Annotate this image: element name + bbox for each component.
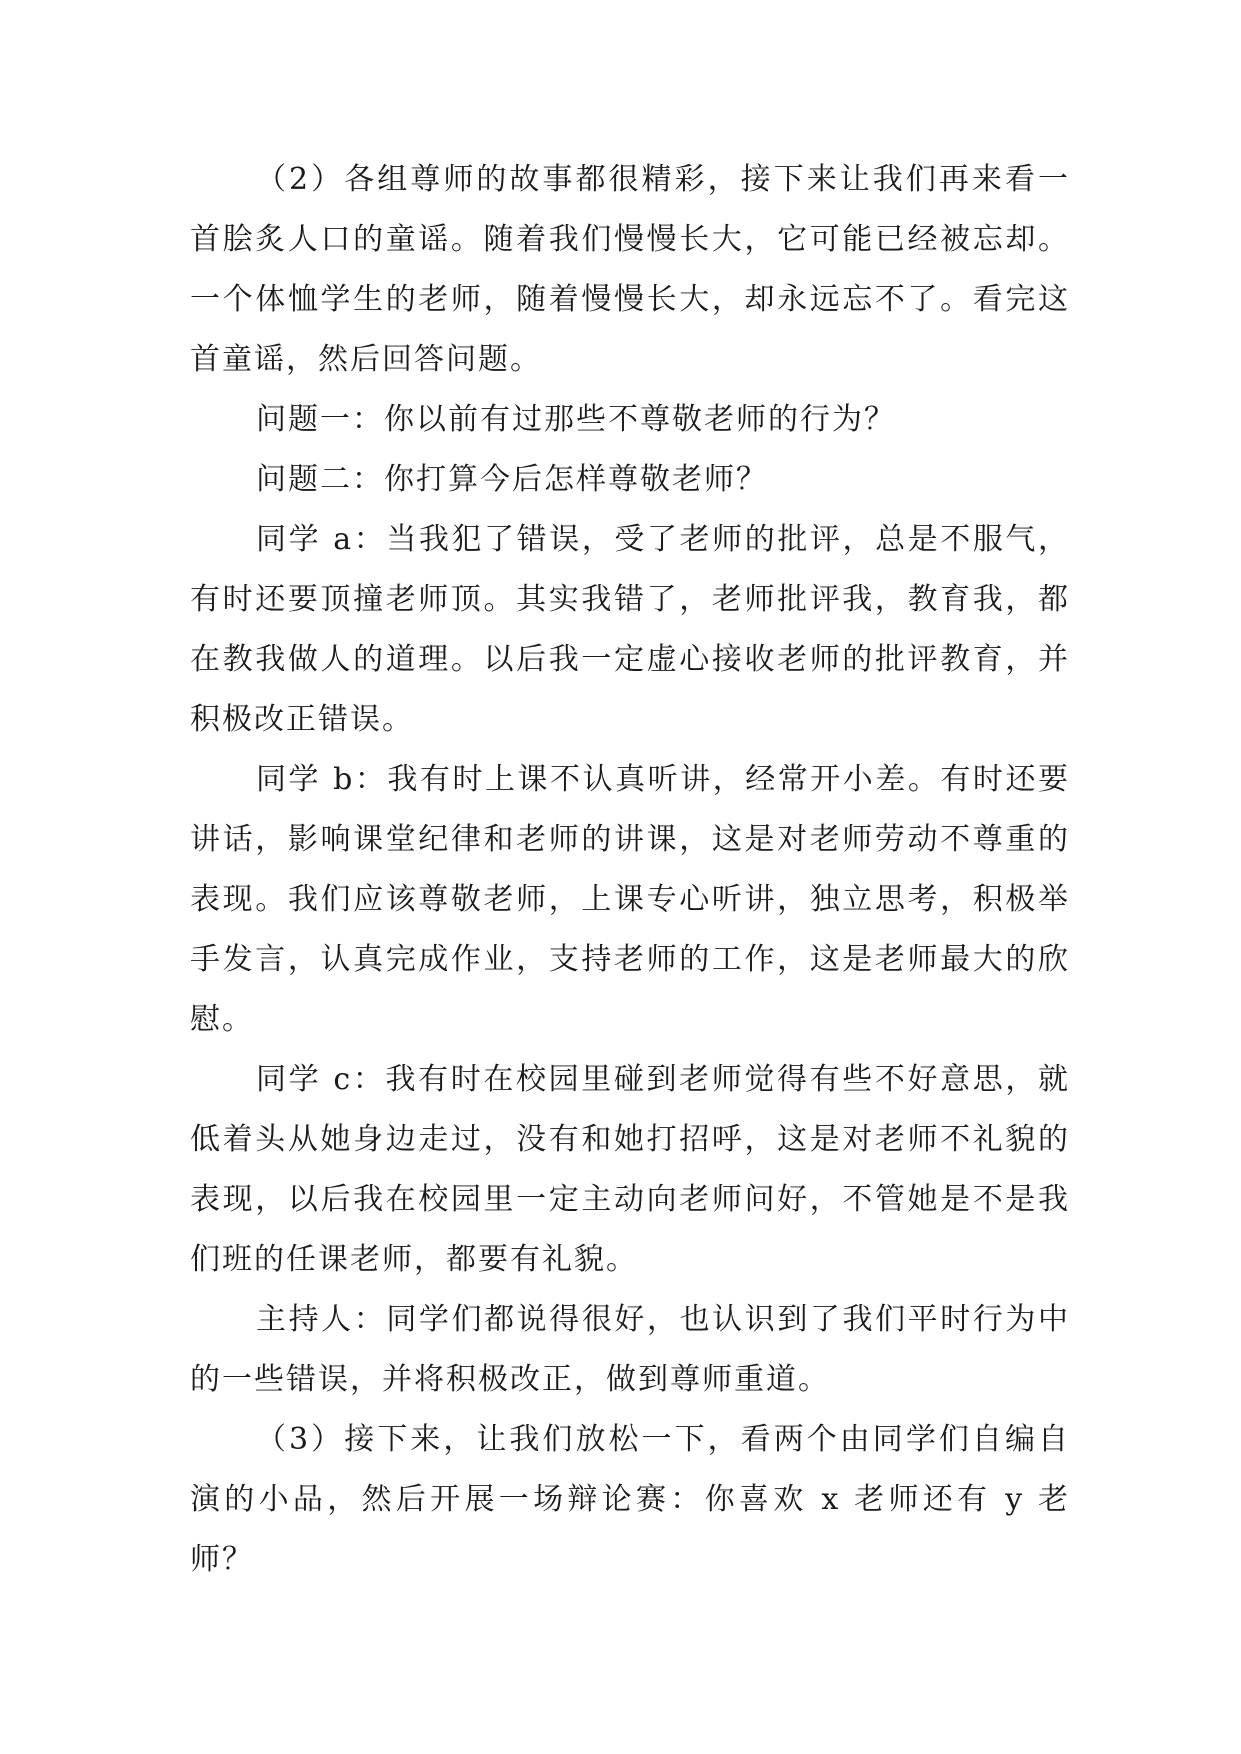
paragraph-question-two: 问题二：你打算今后怎样尊敬老师？ <box>256 462 768 497</box>
paragraph-skit-debate: （3）接下来，让我们放松一下，看两个由同学们自编自演的小品，然后开展一场辩论赛：你喜欢 x 老师还有 y 老师？ <box>190 1422 1070 1577</box>
paragraph-student-c: 同学 c：我有时在校园里碰到老师觉得有些不好意思，就低着头从她身边走过，没有和她打招呼，这是对老师不礼貌的表现，以后我在校园里一定主动向老师问好，不管她是不是我们班的任课老师，都要有礼貌。 <box>190 1062 1070 1277</box>
paragraph-student-b: 同学 b：我有时上课不认真听讲，经常开小差。有时还要讲话，影响课堂纪律和老师的讲课，这是对老师劳动不尊重的表现。我们应该尊敬老师，上课专心听讲，独立思考，积极举手发言，认真完成作业，支持老师的工作，这是老师最大的欣慰。 <box>190 762 1070 1037</box>
paragraph-story-intro: （2）各组尊师的故事都很精彩，接下来让我们再来看一首脍炙人口的童谣。随着我们慢慢长大，它可能已经被忘却。一个体恤学生的老师，随着慢慢长大，却永远忘不了。看完这首童谣，然后回答问题。 <box>190 162 1070 377</box>
paragraph-host: 主持人：同学们都说得很好，也认识到了我们平时行为中的一些错误，并将积极改正，做到尊师重道。 <box>190 1302 1070 1397</box>
paragraph-question-one: 问题一：你以前有过那些不尊敬老师的行为？ <box>256 402 896 437</box>
paragraph-student-a: 同学 a：当我犯了错误，受了老师的批评，总是不服气，有时还要顶撞老师顶。其实我错了，老师批评我，教育我，都在教我做人的道理。以后我一定虚心接收老师的批评教育，并积极改正错误。 <box>190 522 1070 737</box>
document-body <box>190 150 1070 1590</box>
